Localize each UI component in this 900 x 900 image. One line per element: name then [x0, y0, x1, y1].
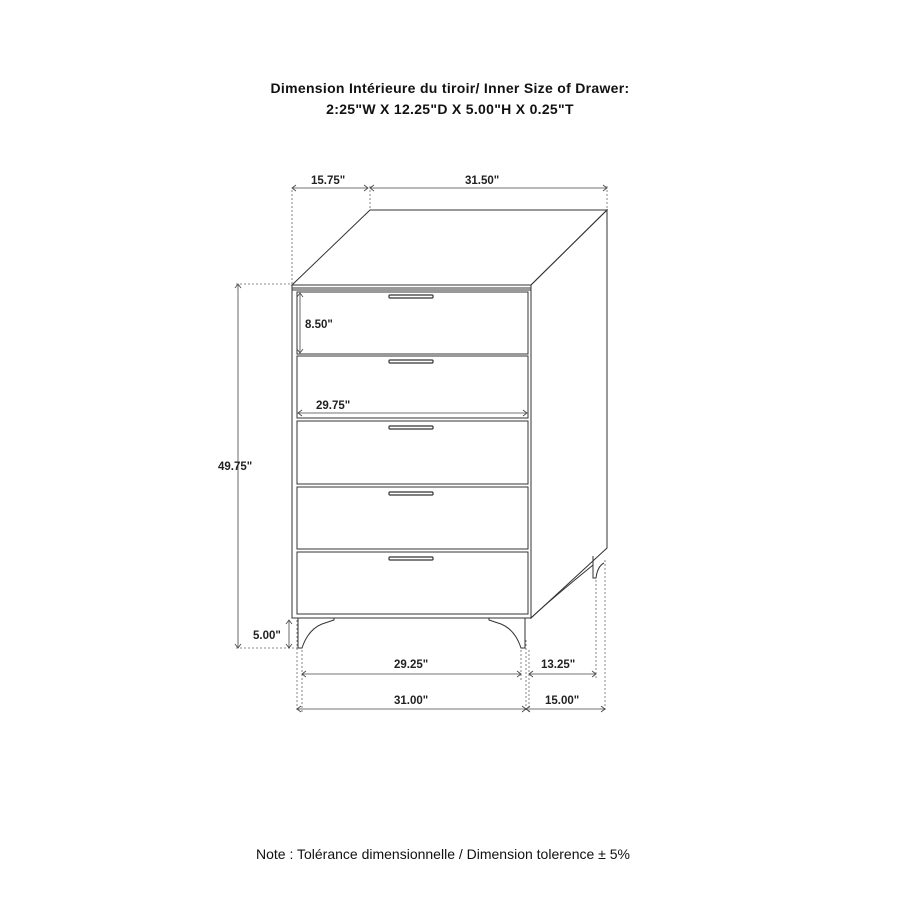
dim-depth-top: 15.75" [311, 175, 346, 187]
dim-base-depth: 15.00" [545, 695, 580, 707]
drawer-group [297, 292, 528, 614]
dim-leg-span-front: 29.25" [394, 659, 429, 671]
dim-base-width: 31.00" [394, 695, 429, 707]
dim-leg-height: 5.00" [253, 630, 281, 642]
chest-top-surface [292, 210, 607, 285]
dim-overall-height: 49.75" [218, 461, 253, 473]
handle-5 [389, 557, 433, 560]
front-left-leg [298, 618, 334, 648]
title-line-1: Dimension Intérieure du tiroir/ Inner Size of Drawer: [270, 80, 630, 96]
tolerance-note: Note : Tolérance dimensionnelle / Dimension tolerence ± 5% [256, 846, 630, 862]
drawer-5 [297, 552, 528, 614]
title-line-2: 2:25"W X 12.25"D X 5.00"H X 0.25"T [326, 101, 574, 117]
handle-2 [389, 360, 433, 363]
handle-3 [389, 426, 433, 429]
dim-drawer-width: 29.75" [316, 400, 351, 412]
drawer-3 [297, 421, 528, 484]
chest-front-frame [292, 288, 531, 618]
drawer-handles [389, 295, 433, 560]
chest-side-panel [531, 210, 607, 618]
dim-drawer-height: 8.50" [305, 319, 333, 331]
dim-width-top: 31.50" [465, 175, 500, 187]
drawer-4 [297, 487, 528, 549]
handle-4 [389, 492, 433, 495]
dim-leg-span-side: 13.25" [541, 659, 576, 671]
handle-1 [389, 295, 433, 298]
front-right-leg [489, 618, 525, 648]
